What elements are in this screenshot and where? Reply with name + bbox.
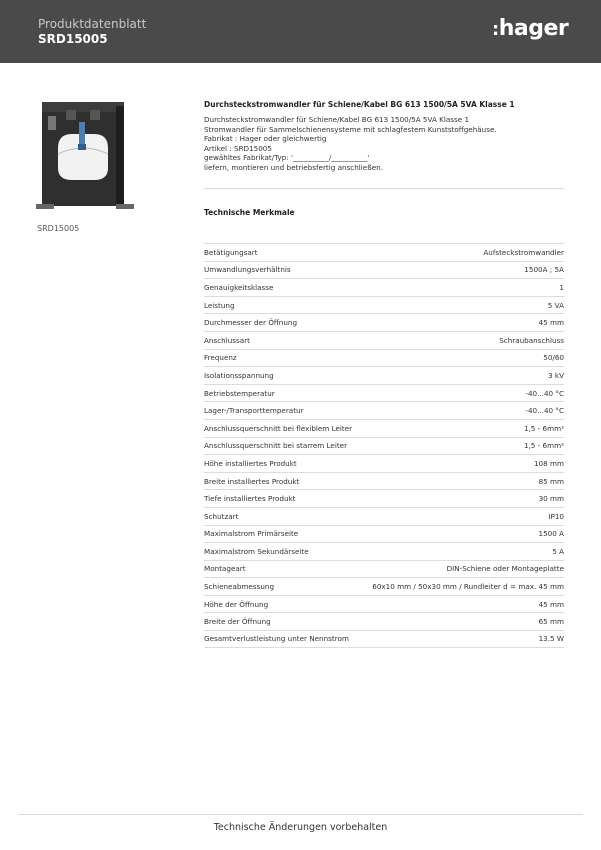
spec-value: 5 VA <box>547 300 564 310</box>
spec-row <box>204 454 564 472</box>
spec-row <box>204 507 564 525</box>
spec-value: 45 mm <box>538 318 564 328</box>
spec-label: Isolationsspannung <box>204 370 274 380</box>
description-line: gewähltes Fabrikat/Typ: '__________/__________' <box>204 153 370 163</box>
spec-value: 1500A ; 5A <box>524 265 564 275</box>
spec-label: Betriebstemperatur <box>204 388 275 398</box>
spec-value: 3 kV <box>548 370 564 380</box>
header-product-code: SRD15005 <box>38 32 108 46</box>
spec-value: DIN-Schiene oder Montageplatte <box>446 564 564 574</box>
spec-row <box>204 525 564 543</box>
spec-row <box>204 331 564 349</box>
spec-label: Betätigungsart <box>204 247 258 257</box>
spec-value: 60x10 mm / 50x30 mm / Rundleiter d = max. 45 mm <box>372 582 564 592</box>
spec-label: Maximalstrom Sekundärseite <box>204 546 309 556</box>
spec-row <box>204 313 564 331</box>
spec-label: Höhe installiertes Produkt <box>204 458 297 468</box>
spec-label: Montageart <box>204 564 246 574</box>
spec-label: Durchmesser der Öffnung <box>204 318 298 328</box>
description-line: Stromwandler für Sammelschienensysteme mit schlagfestem Kunststoffgehäuse. <box>204 124 497 134</box>
section-divider <box>204 188 564 189</box>
spec-row <box>204 612 564 630</box>
spec-label: Tiefe installiertes Produkt <box>204 494 296 504</box>
header-title: Produktdatenblatt <box>38 17 147 31</box>
spec-label: Anschlussquerschnitt bei flexiblem Leiter <box>204 423 353 433</box>
description-line: Durchsteckstromwandler für Schiene/Kabel BG 613 1500/5A 5VA Klasse 1 <box>204 115 470 124</box>
spec-value: Schraubanschluss <box>499 335 564 345</box>
spec-value: 1,5 - 6mm² <box>523 423 564 433</box>
spec-value: 1,5 - 6mm² <box>523 441 564 451</box>
spec-row <box>204 384 564 402</box>
description-line: Artikel : SRD15005 <box>204 143 272 153</box>
spec-row <box>204 542 564 560</box>
spec-label: Lager-/Transporttemperatur <box>204 406 304 416</box>
spec-value: IP10 <box>548 511 564 521</box>
spec-label: Anschlussquerschnitt bei starrem Leiter <box>204 441 348 451</box>
spec-value: 45 mm <box>538 599 564 609</box>
spec-row <box>204 577 564 595</box>
spec-value: 1 <box>559 282 564 292</box>
footer-note: Technische Änderungen vorbehalten <box>213 822 388 833</box>
spec-label: Breite installiertes Produkt <box>204 476 300 486</box>
spec-row <box>204 437 564 455</box>
product-description <box>204 100 564 173</box>
description-line: Fabrikat : Hager oder gleichwertig <box>204 134 327 144</box>
spec-value: -40...40 °C <box>525 388 564 398</box>
spec-value: 108 mm <box>533 458 564 468</box>
hager-logo: :hager <box>492 16 569 41</box>
spec-row <box>204 630 564 648</box>
spec-label: Schieneabmessung <box>204 582 275 592</box>
spec-row <box>204 401 564 419</box>
spec-value: 65 mm <box>538 617 564 627</box>
spec-row <box>204 366 564 384</box>
page-header <box>0 0 601 63</box>
spec-label: Schutzart <box>204 511 239 521</box>
spec-value: Aufsteckstromwandler <box>483 247 564 257</box>
spec-label: Genauigkeitsklasse <box>204 282 274 292</box>
spec-table <box>204 243 564 648</box>
description-line: liefern, montieren und betriebsfertig anschließen. <box>204 162 383 172</box>
spec-label: Breite der Öffnung <box>204 617 271 627</box>
spec-label: Umwandlungsverhältnis <box>204 265 291 275</box>
spec-value: 85 mm <box>538 476 564 486</box>
spec-row <box>204 472 564 490</box>
description-title: Durchsteckstromwandler für Schiene/Kabel BG 613 1500/5A 5VA Klasse 1 <box>204 100 515 109</box>
spec-label: Frequenz <box>204 353 237 363</box>
spec-label: Anschlussart <box>204 335 250 345</box>
section-title: Technische Merkmale <box>204 208 295 217</box>
spec-value: 50/60 <box>543 353 564 363</box>
spec-row <box>204 243 564 261</box>
spec-value: 1500 A <box>538 529 564 539</box>
product-image <box>36 96 134 216</box>
spec-label: Maximalstrom Primärseite <box>204 529 299 539</box>
spec-label: Leistung <box>204 300 235 310</box>
spec-row <box>204 489 564 507</box>
spec-label: Höhe der Öffnung <box>204 599 269 609</box>
current-transformer-icon <box>36 96 134 216</box>
spec-value: 30 mm <box>538 494 564 504</box>
spec-value: -40...40 °C <box>525 406 564 416</box>
spec-row <box>204 595 564 613</box>
product-caption: SRD15005 <box>37 224 80 233</box>
spec-row <box>204 419 564 437</box>
spec-value: 5 A <box>552 546 564 556</box>
spec-row <box>204 296 564 314</box>
spec-row <box>204 278 564 296</box>
spec-value: 13.5 W <box>538 634 564 644</box>
spec-row <box>204 349 564 367</box>
spec-row <box>204 261 564 279</box>
spec-row <box>204 560 564 578</box>
footer-divider <box>18 814 583 815</box>
spec-label: Gesamtverlustleistung unter Nennstrom <box>204 634 349 644</box>
